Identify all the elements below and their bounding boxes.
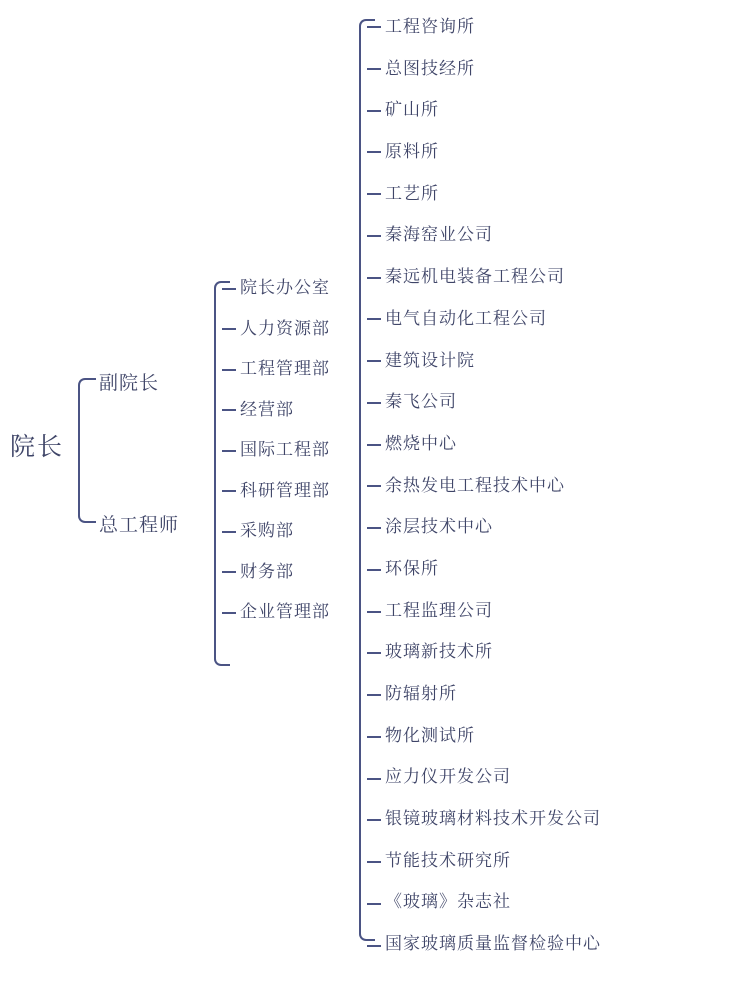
unit-tick <box>367 527 381 529</box>
unit-list <box>385 6 601 965</box>
department-tick <box>222 571 236 573</box>
unit-tick <box>367 778 381 780</box>
department-item: 人力资源部 <box>240 318 330 338</box>
level2-node-chief-engineer: 总工程师 <box>99 515 180 536</box>
unit-item: 玻璃新技术所 <box>385 642 493 662</box>
department-item: 采购部 <box>240 521 294 540</box>
unit-item: 国家玻璃质量监督检验中心 <box>385 934 601 954</box>
department-item: 国际工程部 <box>240 440 330 459</box>
unit-tick <box>367 652 381 654</box>
department-tick <box>222 369 236 371</box>
unit-tick <box>367 235 381 237</box>
unit-tick <box>367 694 381 696</box>
department-item: 科研管理部 <box>240 480 330 500</box>
unit-item: 涂层技术中心 <box>385 517 493 537</box>
unit-tick <box>367 903 381 905</box>
unit-item: 电气自动化工程公司 <box>385 308 547 328</box>
unit-tick <box>367 945 381 947</box>
unit-tick <box>367 402 381 404</box>
unit-tick <box>367 819 381 821</box>
unit-item: 燃烧中心 <box>385 433 457 453</box>
unit-tick <box>367 151 381 153</box>
unit-item: 秦海窑业公司 <box>385 225 493 245</box>
department-tick <box>222 328 236 330</box>
unit-item: 总图技经所 <box>385 58 475 78</box>
unit-tick <box>367 68 381 70</box>
unit-tick <box>367 485 381 487</box>
department-tick <box>222 409 236 411</box>
unit-item: 银镜玻璃材料技术开发公司 <box>385 809 601 829</box>
unit-item: 《玻璃》杂志社 <box>385 892 511 912</box>
unit-tick <box>367 611 381 613</box>
department-tick <box>222 450 236 452</box>
department-tick <box>222 288 236 290</box>
unit-item: 矿山所 <box>385 100 439 120</box>
unit-item: 防辐射所 <box>385 684 457 703</box>
department-tick <box>222 612 236 614</box>
unit-tick <box>367 318 381 320</box>
department-tick <box>222 490 236 492</box>
unit-item: 原料所 <box>385 142 439 162</box>
unit-tick <box>367 110 381 112</box>
unit-item: 工艺所 <box>385 183 439 203</box>
level2-node-vice-president: 副院长 <box>99 373 160 394</box>
connector-to-units <box>359 19 375 941</box>
unit-tick <box>367 736 381 738</box>
unit-tick <box>367 444 381 446</box>
department-tick <box>222 531 236 533</box>
unit-item: 秦远机电装备工程公司 <box>385 267 565 287</box>
department-item: 工程管理部 <box>240 359 330 378</box>
unit-item: 秦飞公司 <box>385 392 457 412</box>
department-item: 财务部 <box>240 561 294 581</box>
unit-item: 应力仪开发公司 <box>385 767 511 787</box>
connector-to-departments <box>214 281 230 666</box>
unit-item: 工程咨询所 <box>385 17 475 36</box>
unit-item: 余热发电工程技术中心 <box>385 475 565 495</box>
department-item: 企业管理部 <box>240 602 330 621</box>
unit-tick <box>367 569 381 571</box>
unit-tick <box>367 26 381 28</box>
connector-root-to-level2 <box>78 378 96 523</box>
unit-tick <box>367 193 381 195</box>
department-item: 经营部 <box>240 399 294 419</box>
unit-item: 节能技术研究所 <box>385 850 511 870</box>
unit-tick <box>367 861 381 863</box>
unit-tick <box>367 277 381 279</box>
unit-item: 工程监理公司 <box>385 600 493 620</box>
root-node-label: 院长 <box>10 433 65 461</box>
unit-item: 物化测试所 <box>385 725 475 745</box>
unit-item: 建筑设计院 <box>385 350 475 370</box>
unit-tick <box>367 360 381 362</box>
unit-item: 环保所 <box>385 558 439 578</box>
department-list <box>240 268 330 633</box>
department-item: 院长办公室 <box>240 278 330 297</box>
